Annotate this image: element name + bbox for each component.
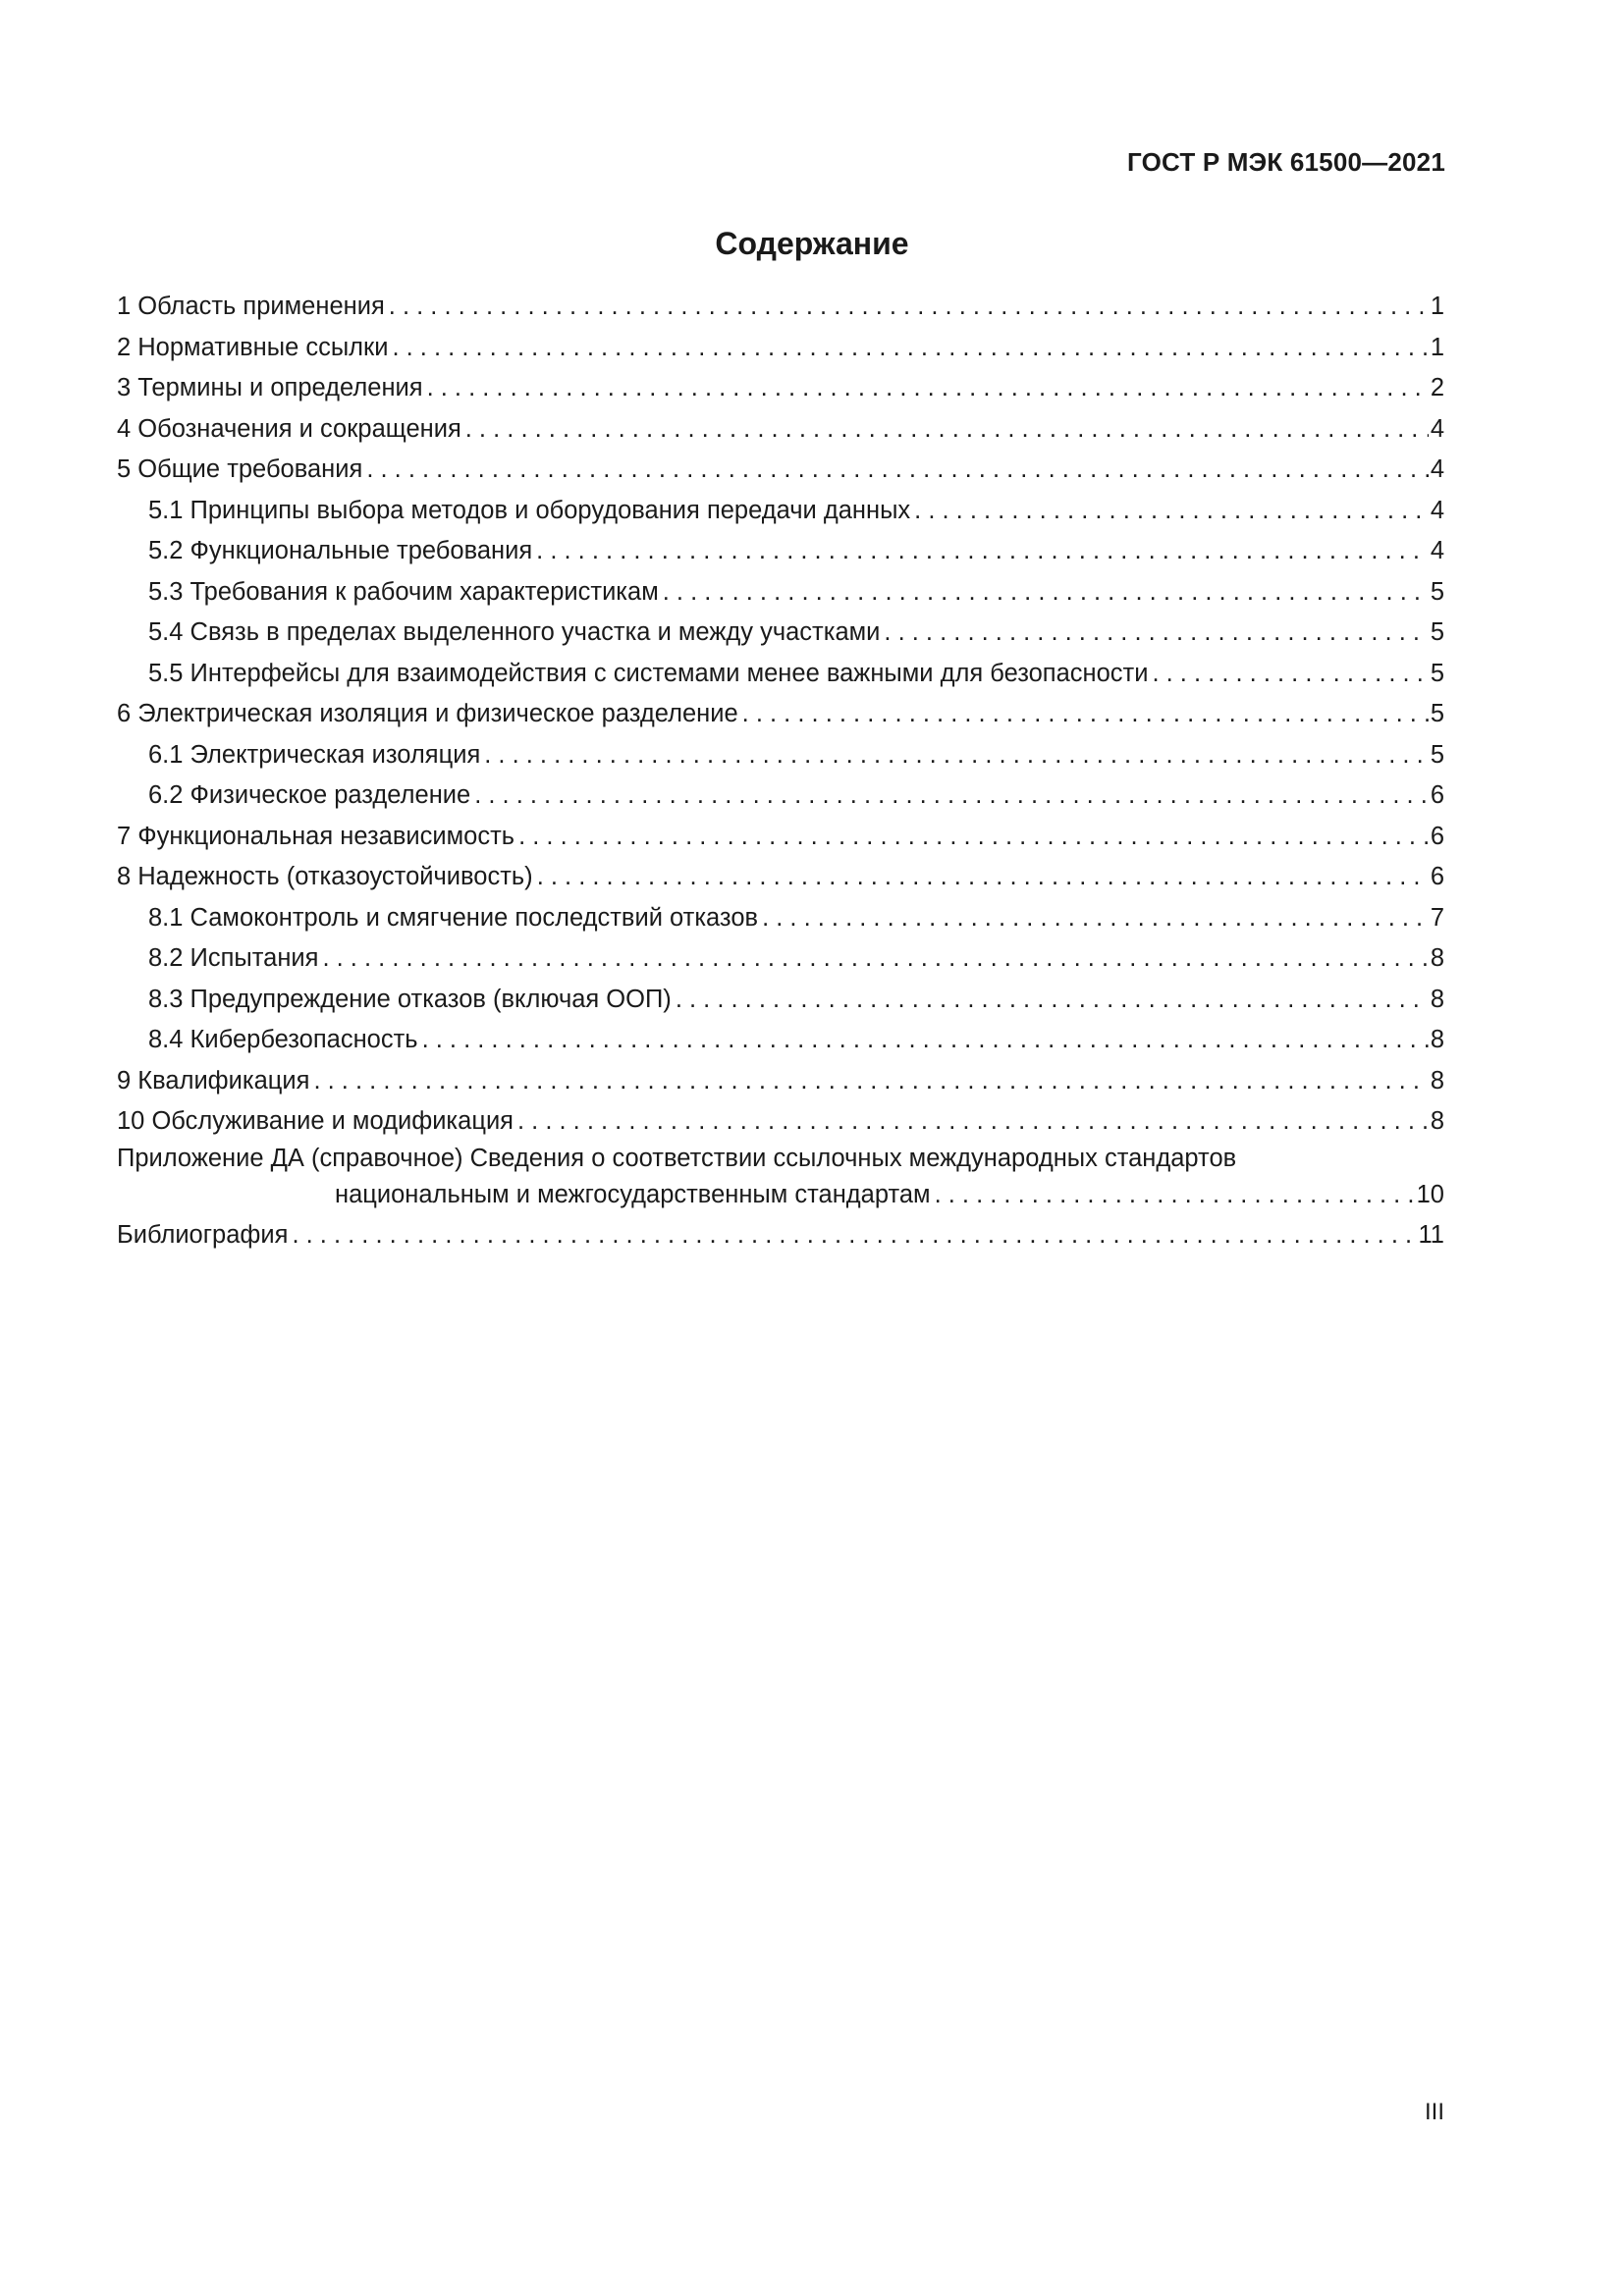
dot-leader [388,328,1428,369]
toc-entry-label: 5 Общие требования [117,455,363,483]
toc-entry-6-1[interactable] [117,735,1444,776]
toc-entry-1[interactable] [117,287,1444,328]
toc-entry-label: 3 Термины и определения [117,374,423,401]
toc-entry-label: 6.2 Физическое разделение [148,781,471,809]
dot-leader [470,775,1429,817]
toc-entry-page: 5 [1430,740,1444,769]
dot-leader [309,1061,1428,1102]
toc-entry-5[interactable] [117,450,1444,491]
toc-entry-label: 8.1 Самоконтроль и смягчение последствий отказов [148,903,759,932]
toc-entry-page: 8 [1430,1107,1444,1135]
dot-leader [423,368,1429,409]
toc-entry-label: 8.2 Испытания [148,944,319,972]
dot-leader [480,735,1429,776]
toc-entry-page: 1 [1430,293,1444,320]
toc-entry-page: 5 [1430,659,1444,687]
dot-leader [514,817,1429,858]
toc-entry-label: национальным и межгосударственным стандартам [335,1180,931,1208]
toc-entry-page: 4 [1430,496,1444,524]
toc-entry-label: 6 Электрическая изоляция и физическое разделение [117,700,738,727]
toc-entry-5-4[interactable] [117,613,1444,654]
toc-entry-page: 10 [1416,1180,1444,1208]
toc-entry-8-2[interactable] [117,938,1444,980]
dot-leader [533,857,1429,898]
dot-leader [880,613,1428,654]
toc-entry-page: 6 [1430,863,1444,890]
page-folio: III [1424,2099,1444,2125]
toc-appendix-line-1: Приложение ДА (справочное) Сведения о соответствии ссылочных международных стандартов [117,1144,1237,1172]
toc-entry-2[interactable] [117,328,1444,369]
toc-entry-label: 5.3 Требования к рабочим характеристикам [148,577,659,606]
toc-entry-label: 7 Функциональная независимость [117,822,515,850]
dot-leader [418,1020,1429,1061]
toc-entry-label: 5.5 Интерфейсы для взаимодействия с системами менее важными для безопасности [148,659,1149,687]
toc-entry-8-1[interactable] [117,898,1444,939]
table-of-contents [117,287,1444,1256]
toc-entry-page: 6 [1430,781,1444,809]
dot-leader [385,287,1429,328]
toc-entry-page: 6 [1430,822,1444,850]
toc-entry-label: 8 Надежность (отказоустойчивость) [117,863,533,890]
toc-entry-page: 8 [1430,1066,1444,1095]
dot-leader [1148,654,1428,695]
dot-leader [672,980,1429,1021]
toc-entry-label: 8.3 Предупреждение отказов (включая ООП) [148,985,672,1013]
dot-leader [288,1215,1416,1256]
dot-leader [362,450,1428,491]
toc-entry-page: 8 [1430,944,1444,972]
toc-entry-page: 11 [1418,1221,1444,1249]
toc-entry-label: 8.4 Кибербезопасность [148,1026,418,1053]
toc-entry-page: 8 [1430,1026,1444,1053]
toc-entry-3[interactable] [117,368,1444,409]
toc-entry-page: 5 [1430,618,1444,646]
toc-entry-10[interactable] [117,1101,1444,1143]
dot-leader [931,1175,1415,1216]
toc-entry-label: 10 Обслуживание и модификация [117,1107,514,1135]
dot-leader [318,938,1428,980]
toc-entry-5-2[interactable] [117,531,1444,572]
toc-entry-page: 8 [1430,985,1444,1013]
dot-leader [659,572,1429,614]
dot-leader [758,898,1429,939]
toc-entry-5-3[interactable] [117,572,1444,614]
dot-leader [532,531,1429,572]
toc-entry-label: 9 Квалификация [117,1066,310,1095]
toc-entry-8-4[interactable] [117,1020,1444,1061]
toc-entry-page: 5 [1430,700,1444,727]
toc-entry-label: 5.1 Принципы выбора методов и оборудования передачи данных [148,496,911,524]
toc-entry-7[interactable] [117,817,1444,858]
dot-leader [910,491,1429,532]
toc-entry-label: 5.2 Функциональные требования [148,537,533,564]
toc-entry-4[interactable] [117,409,1444,451]
toc-title: Содержание [715,226,909,261]
toc-entry-label: 2 Нормативные ссылки [117,333,389,361]
toc-entry-9[interactable] [117,1061,1444,1102]
toc-entry-label: Библиография [117,1221,289,1249]
toc-appendix-line-2 [117,1175,1444,1216]
dot-leader [514,1101,1429,1143]
toc-entry-5-5[interactable] [117,654,1444,695]
toc-entry-8-3[interactable] [117,980,1444,1021]
toc-entry-page: 4 [1430,455,1444,483]
toc-entry-label: 1 Область применения [117,293,385,320]
toc-entry-6-2[interactable] [117,775,1444,817]
toc-entry-page: 4 [1430,537,1444,564]
toc-entry-page: 5 [1430,577,1444,606]
toc-entry-label: 5.4 Связь в пределах выделенного участка и между участками [148,618,881,646]
toc-entry-page: 1 [1430,333,1444,361]
toc-entry-8[interactable] [117,857,1444,898]
document-number-header: ГОСТ Р МЭК 61500—2021 [1126,147,1445,177]
toc-entry-appendix-da[interactable] [117,1143,1444,1216]
toc-entry-page: 2 [1430,374,1444,401]
dot-leader [461,409,1429,451]
toc-entry-6[interactable] [117,694,1444,735]
toc-entry-label: 4 Обозначения и сокращения [117,414,461,443]
toc-entry-bibliography[interactable] [117,1215,1444,1256]
toc-entry-5-1[interactable] [117,491,1444,532]
toc-entry-page: 4 [1430,414,1444,443]
toc-entry-label: 6.1 Электрическая изоляция [148,740,481,769]
dot-leader [738,694,1429,735]
toc-entry-page: 7 [1430,903,1444,932]
